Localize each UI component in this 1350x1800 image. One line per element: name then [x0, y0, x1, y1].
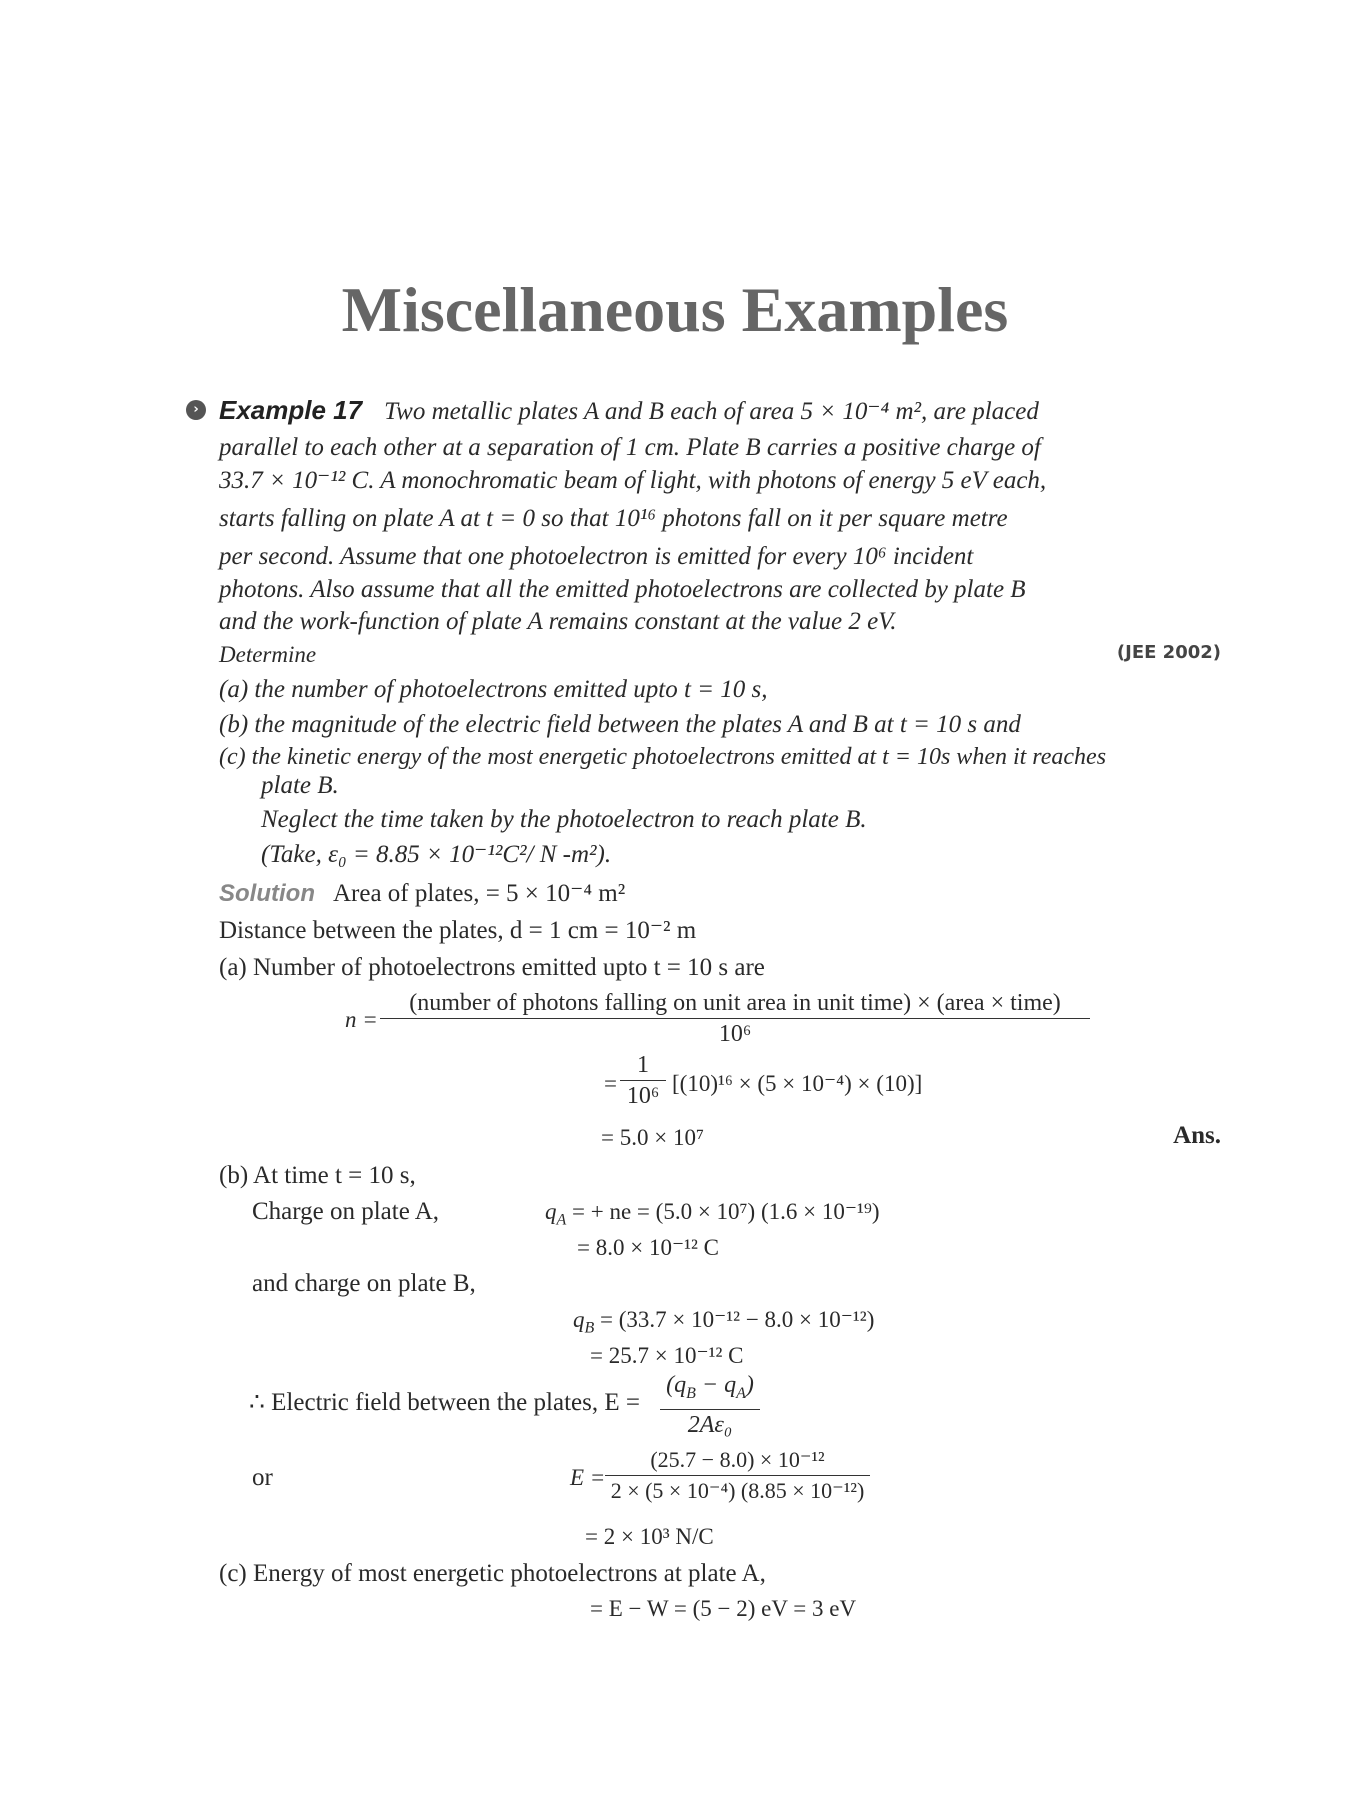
charge-b-label: and charge on plate B,: [252, 1270, 476, 1297]
solution-area-line: [219, 878, 625, 910]
n-fraction: [380, 988, 1090, 1049]
take-constant: (Take, ε₀ = 8.85 × 10⁻¹²C²/ N -m²).: [261, 841, 612, 868]
n-denominator: 10⁶: [380, 1018, 1090, 1049]
distance-line: Distance between the plates, d = 1 cm = 10⁻² m: [219, 917, 697, 944]
example-line-1: [219, 394, 1039, 428]
step2-fraction: [620, 1050, 666, 1111]
neglect-note: Neglect the time taken by the photoelectron to reach plate B.: [261, 806, 867, 833]
step2-equals: =: [604, 1071, 617, 1096]
example-label: Example 17: [219, 395, 363, 425]
page-title: Miscellaneous Examples: [341, 274, 1009, 345]
determine-label: Determine: [219, 642, 317, 667]
qa-line-2: = 8.0 × 10⁻¹² C: [577, 1235, 719, 1260]
charge-a-label: Charge on plate A,: [252, 1198, 439, 1225]
example-line-4: starts falling on plate A at t = 0 so that 10¹⁶ photons fall on it per square metre: [219, 505, 1008, 532]
step2-numerator: 1: [637, 1052, 649, 1078]
n-lhs: n =: [345, 1007, 378, 1032]
n-numerator: (number of photons falling on unit area in unit time) × (area × time): [409, 990, 1061, 1016]
c-result: = E − W = (5 − 2) eV = 3 eV: [590, 1596, 857, 1621]
step2-rest: [(10)¹⁶ × (5 × 10⁻⁴) × (10)]: [672, 1071, 923, 1096]
part-c-continued: plate B.: [261, 772, 339, 799]
example-line-6: photons. Also assume that all the emitted photoelectrons are collected by plate B: [219, 576, 1026, 603]
part-b: (b) the magnitude of the electric field between the plates A and B at t = 10 s and: [219, 711, 1021, 738]
field-denominator: 2Aε₀: [660, 1409, 760, 1440]
example-line-3: 33.7 × 10⁻¹² C. A monochromatic beam of light, with photons of energy 5 eV each,: [219, 467, 1047, 494]
part-b-intro: (b) At time t = 10 s,: [219, 1162, 416, 1189]
field-numerator: $(q_B - q_A)$: [666, 1372, 754, 1402]
source-tag: (JEE 2002): [1116, 642, 1221, 663]
example-line-2: parallel to each other at a separation of 1 cm. Plate B carries a positive charge of: [219, 434, 1041, 461]
part-a: (a) the number of photoelectrons emitted upto t = 10 s,: [219, 676, 768, 703]
part-c-intro: (c) Energy of most energetic photoelectrons at plate A,: [219, 1560, 766, 1587]
solution-label: Solution: [219, 880, 315, 907]
example-line-5: per second. Assume that one photoelectron is emitted for every 10⁶ incident: [219, 543, 974, 570]
e-lhs: E =: [570, 1465, 606, 1490]
qb-line-2: = 25.7 × 10⁻¹² C: [590, 1343, 744, 1368]
e-numerator: (25.7 − 8.0) × 10⁻¹²: [650, 1447, 825, 1472]
qa-line-1: $q_A$ = + ne = (5.0 × 10⁷) (1.6 × 10⁻¹⁹): [545, 1199, 880, 1229]
n-result: = 5.0 × 10⁷: [601, 1125, 704, 1150]
e-fraction: [605, 1445, 870, 1506]
part-a-intro: (a) Number of photoelectrons emitted upto t = 10 s are: [219, 954, 765, 981]
chevron-right-circle-icon: ›: [186, 400, 206, 420]
step2-denominator: 10⁶: [620, 1080, 666, 1111]
area-text: Area of plates, = 5 × 10⁻⁴ m²: [332, 880, 626, 907]
e-denominator: 2 × (5 × 10⁻⁴) (8.85 × 10⁻¹²): [605, 1475, 870, 1506]
field-label: ∴ Electric field between the plates, E =: [249, 1389, 640, 1416]
field-fraction: [660, 1370, 760, 1440]
e-result: = 2 × 10³ N/C: [585, 1524, 714, 1549]
part-c: (c) the kinetic energy of the most energetic photoelectrons emitted at t = 10s when it reaches: [219, 744, 1107, 770]
or-label: or: [252, 1464, 273, 1491]
qb-line-1: $q_B = (33.7 \times 10^{-12} - 8.0 \times 10^{-12})$: [573, 1307, 875, 1337]
example-line-7: and the work-function of plate A remains constant at the value 2 eV.: [219, 608, 897, 635]
example-text: Two metallic plates A and B each of area 5 × 10⁻⁴ m², are placed: [384, 398, 1039, 425]
answer-label: Ans.: [1173, 1122, 1221, 1149]
